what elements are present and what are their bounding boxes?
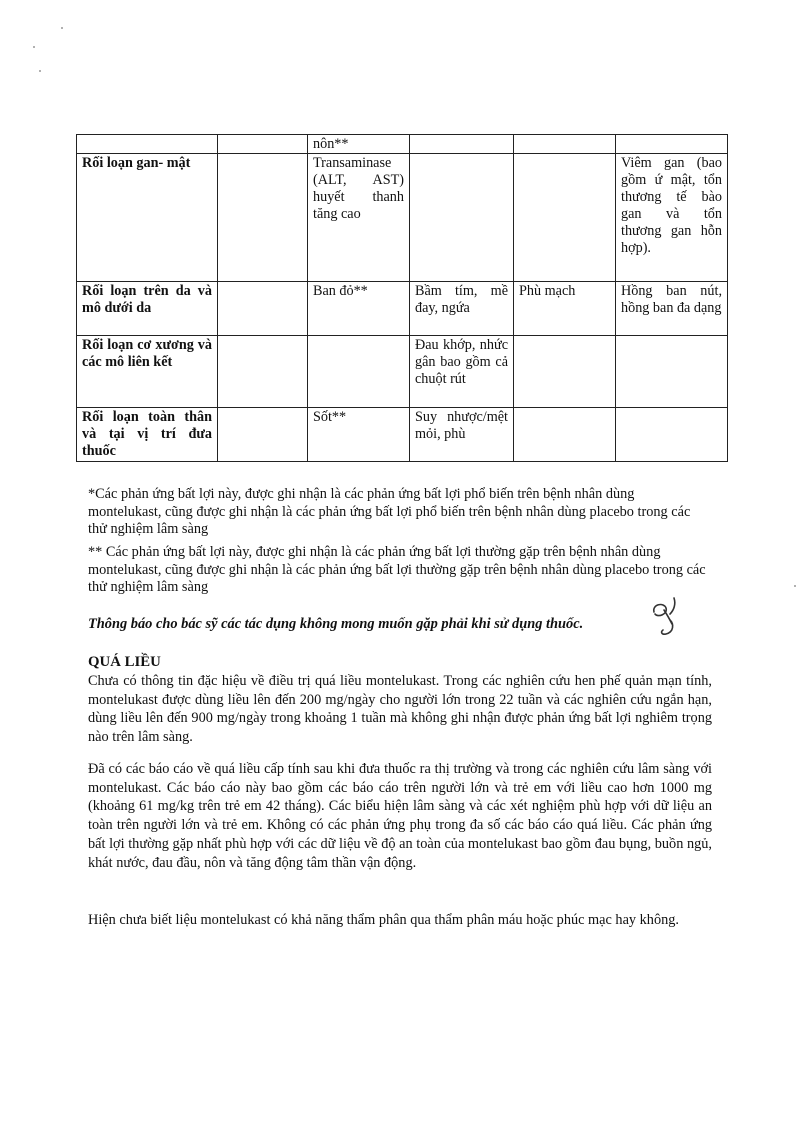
table-cell: Rối loạn trên da và mô dưới da — [77, 282, 218, 336]
overdose-paragraph-2: Đã có các báo cáo về quá liều cấp tính sau khi đưa thuốc ra thị trường và trong các nghiên cứu lâm sàng với montelukast. Các báo cáo này bao gồm các báo cáo trên người lớn và trẻ em với liều cao hơn 1000 mg (khoảng 61 mg/kg trên trẻ em 42 tháng). Các biểu hiện lâm sàng và các xét nghiệm phù hợp với dữ liệu an toàn trên người lớn và trẻ em. Không có các phản ứng phụ trong đa số các báo cáo quá liều. Các phản ứng bất lợi thường gặp nhất phù hợp với các dữ liệu về độ an toàn của montelukast bao gồm đau bụng, buồn ngủ, khát nước, đau đầu, nôn và tăng động tâm thần vận động. — [88, 761, 712, 871]
overdose-paragraph-1: Chưa có thông tin đặc hiệu về điều trị quá liều montelukast. Trong các nghiên cứu hen phế quản mạn tính, montelukast được dùng liều lên đến 200 mg/ngày cho người lớn trong 22 tuần và các nghiên cứu ngắn hạn, dùng liều lên đến 900 mg/ngày trong khoảng 1 tuần mà không ghi nhận được phản ứng bất lợi nghiêm trọng nào trên lâm sàng. — [88, 673, 712, 746]
table-row — [77, 135, 728, 154]
table-cell: nôn** — [308, 135, 410, 154]
table-cell — [514, 154, 616, 282]
scan-speck — [61, 27, 63, 29]
table-cell — [410, 135, 514, 154]
table-cell — [514, 336, 616, 408]
table-cell: Ban đỏ** — [308, 282, 410, 336]
overdose-heading: QUÁ LIỀU — [88, 654, 161, 670]
table-cell: Viêm gan (bao gồm ứ mật, tổn thương tế bào gan và tổn thương gan hỗn hợp). — [616, 154, 728, 282]
table-cell: Rối loạn toàn thân và tại vị trí đưa thuốc — [77, 408, 218, 462]
scan-speck — [794, 585, 796, 587]
table-cell: Rối loạn gan- mật — [77, 154, 218, 282]
table-row — [77, 408, 728, 462]
overdose-paragraph-3: Hiện chưa biết liệu montelukast có khả năng thẩm phân qua thẩm phân máu hoặc phúc mạc hay không. — [88, 912, 679, 928]
footnote-frequent: ** Các phản ứng bất lợi này, được ghi nhận là các phản ứng bất lợi thường gặp trên bệnh nhân dùng montelukast, cũng được ghi nhận là các phản ứng bất lợi thường gặp trên bệnh nhân dùng placebo trong các thử nghiệm lâm sàng — [88, 544, 706, 595]
table-cell — [514, 408, 616, 462]
table-cell — [514, 135, 616, 154]
footnote-common: *Các phản ứng bất lợi này, được ghi nhận là các phản ứng bất lợi phổ biến trên bệnh nhân dùng montelukast, cũng được ghi nhận là các phản ứng bất lợi phổ biến trên bệnh nhân dùng placebo trong các thử nghiệm lâm sàng — [88, 486, 691, 537]
table-cell — [218, 135, 308, 154]
table-cell — [218, 282, 308, 336]
table-cell: Phù mạch — [514, 282, 616, 336]
table-cell — [218, 408, 308, 462]
table-cell: Rối loạn cơ xương và các mô liên kết — [77, 336, 218, 408]
table-row — [77, 154, 728, 282]
table-cell: Suy nhược/mệt mỏi, phù — [410, 408, 514, 462]
doctor-notice: Thông báo cho bác sỹ các tác dụng không mong muốn gặp phải khi sử dụng thuốc. — [88, 616, 584, 632]
table-cell — [616, 135, 728, 154]
handwritten-initial-icon — [644, 594, 692, 640]
adverse-reactions-table — [76, 134, 728, 462]
table-cell: Đau khớp, nhức gân bao gồm cả chuột rút — [410, 336, 514, 408]
table-cell — [410, 154, 514, 282]
table-cell — [308, 336, 410, 408]
table-cell: Transaminase (ALT, AST) huyết thanh tăng cao — [308, 154, 410, 282]
table-cell: Sốt** — [308, 408, 410, 462]
scan-speck — [39, 70, 41, 72]
scan-speck — [33, 46, 35, 48]
table-cell: Hồng ban nút, hồng ban đa dạng — [616, 282, 728, 336]
table-cell — [218, 336, 308, 408]
table-cell: Bầm tím, mề đay, ngứa — [410, 282, 514, 336]
table-row — [77, 282, 728, 336]
table-cell — [616, 336, 728, 408]
table-cell — [77, 135, 218, 154]
table-cell — [218, 154, 308, 282]
table-row — [77, 336, 728, 408]
table-cell — [616, 408, 728, 462]
